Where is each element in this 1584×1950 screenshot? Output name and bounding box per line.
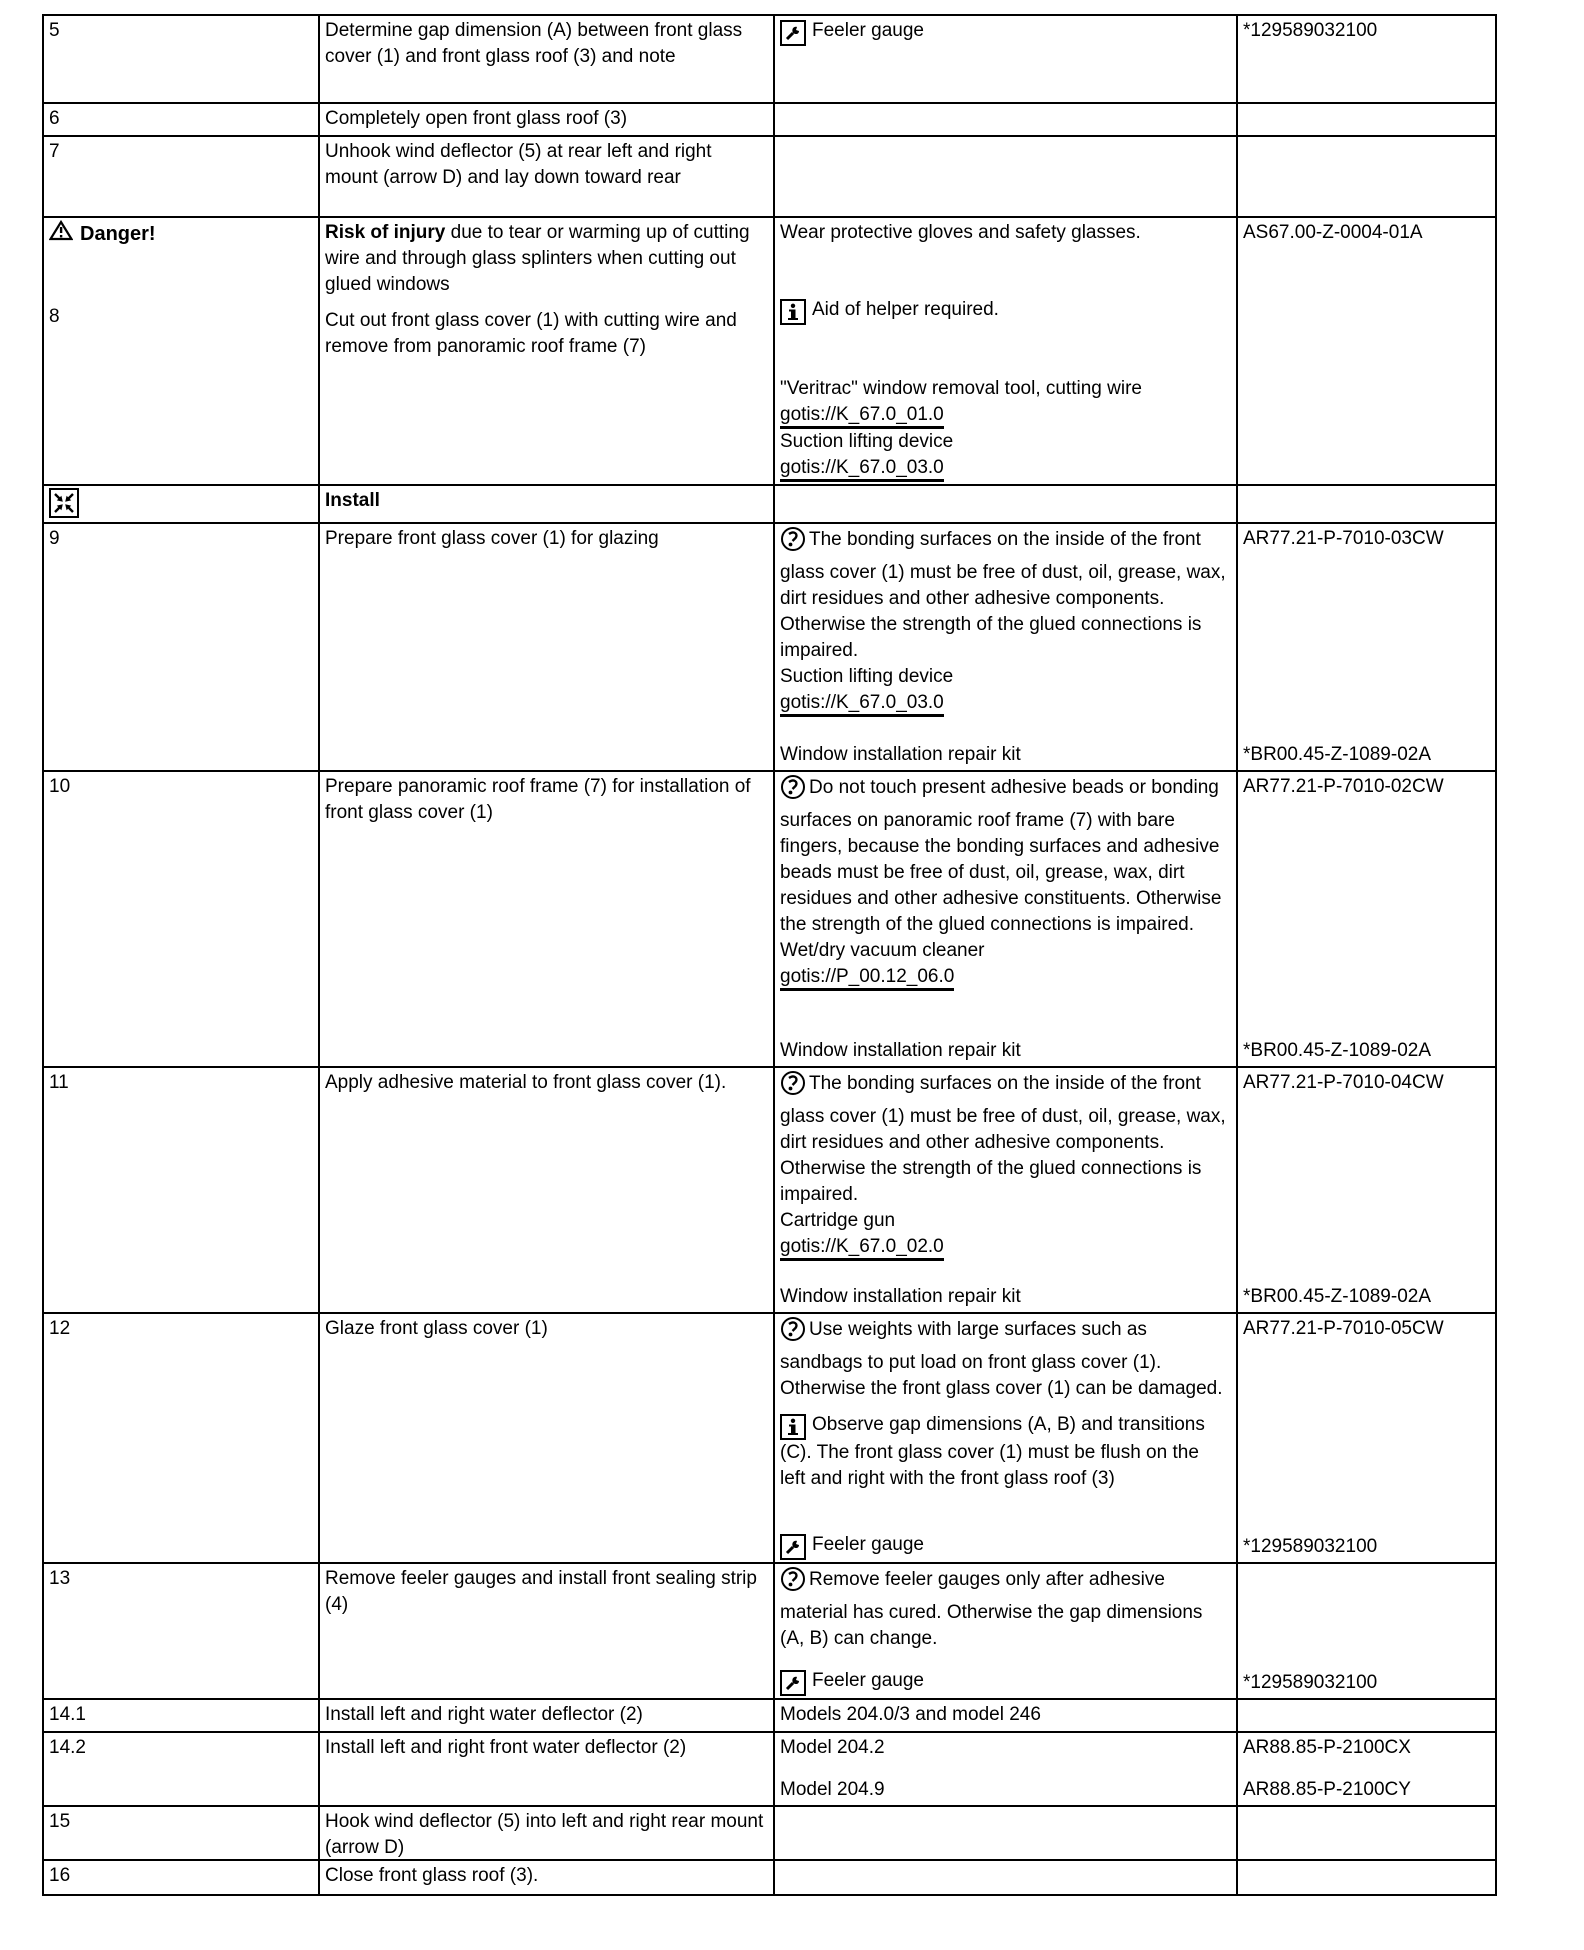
step-cell [44,1068,320,1312]
instruction-text: Completely open front glass roof (3) [325,108,628,129]
table-row-step-15 [44,1807,1495,1861]
instruction-text: Unhook wind deflector (5) at rear left and right mount (arrow D) and lay down toward rear [325,141,712,188]
step-number: 9 [49,528,60,549]
code-cell [1238,772,1495,1066]
code-cell [1238,218,1495,484]
gotis-link[interactable]: gotis://K_67.0_02.0 [780,1235,944,1261]
instruction-cell [320,772,775,1066]
tool-text: "Veritrac" window removal tool, cutting wire [780,378,1142,399]
instruction-cell [320,137,775,216]
document-code: AR77.21-P-7010-03CW [1243,528,1444,549]
tool-text: Cartridge gun [780,1210,896,1231]
instruction-cell [320,1564,775,1698]
note-cell [775,486,1238,522]
instruction-text: Install left and right water deflector (2) [325,1704,643,1725]
step-cell [44,137,320,216]
attention-icon [780,1070,806,1104]
step-number: 13 [49,1568,71,1589]
table-row-danger-step-8 [44,218,1495,486]
attention-note [780,1316,1228,1402]
step-number: 15 [49,1811,71,1832]
risk-warning-body: due to tear or warming up of cutting wire and through glass splinters when cutting out glued windows [325,222,750,295]
code-cell [1238,1700,1495,1731]
instruction-cell [320,1733,775,1805]
instruction-text: Apply adhesive material to front glass cover (1). [325,1072,727,1093]
instruction-cell [320,218,775,484]
step-number: 14.2 [49,1737,86,1758]
attention-text: The bonding surfaces on the inside of the front glass cover (1) must be free of dust, oil, grease, wax, dirt residues and other adhesive components. Otherwise the strength of the glued connections is impaired. [780,529,1226,661]
tool-line [780,1668,1228,1696]
attention-text: Use weights with large surfaces such as sandbags to put load on front glass cover (1). Otherwise the front glass cover (1) can be damaged. [780,1319,1223,1399]
repair-kit-line: Window installation repair kit [780,744,1021,765]
attention-note [780,1566,1228,1652]
code-cell [1238,1807,1495,1859]
info-text: Aid of helper required. [812,299,999,320]
safety-note: Wear protective gloves and safety glasses. [780,222,1141,243]
install-icon [49,488,79,518]
instruction-text: Determine gap dimension (A) between front glass cover (1) and front glass roof (3) and note [325,20,743,67]
document-code: AR77.21-P-7010-02CW [1243,776,1444,797]
instruction-cell [320,104,775,135]
tool-label: Feeler gauge [812,1670,924,1691]
document-code: AR88.85-P-2100CX [1243,1737,1411,1758]
part-number: *BR00.45-Z-1089-02A [1243,1286,1431,1307]
tool-line [780,18,1228,46]
gotis-link[interactable]: gotis://K_67.0_03.0 [780,691,944,717]
tool-links-group [780,376,1228,482]
gotis-link[interactable]: gotis://P_00.12_06.0 [780,965,954,991]
step-cell [44,772,320,1066]
table-row-step-5 [44,16,1495,104]
table-row-step-6 [44,104,1495,137]
step-number: 8 [49,306,60,327]
part-number: *129589032100 [1243,1536,1378,1557]
info-text: Observe gap dimensions (A, B) and transitions (C). The front glass cover (1) must be flush on the left and right with the front glass roof (3) [780,1414,1205,1489]
step-cell [44,16,320,102]
attention-note [780,774,1228,938]
instruction-cell [320,1807,775,1859]
info-line [780,1412,1228,1492]
repair-kit-line: Window installation repair kit [780,1286,1021,1307]
part-number: *129589032100 [1243,1672,1378,1693]
step-number: 6 [49,108,60,129]
code-cell [1238,16,1495,102]
table-row-install-heading [44,486,1495,524]
code-cell [1238,1733,1495,1805]
step-cell [44,1564,320,1698]
instruction-text: Cut out front glass cover (1) with cutting wire and remove from panoramic roof frame (7) [325,310,737,357]
attention-text: The bonding surfaces on the inside of the front glass cover (1) must be free of dust, oil, grease, wax, dirt residues and other adhesive components. Otherwise the strength of the glued connections is impaired. [780,1073,1226,1205]
risk-warning-title: Risk of injury [325,222,446,243]
step-number: 5 [49,20,60,41]
part-number: *BR00.45-Z-1089-02A [1243,1040,1431,1061]
code-cell [1238,104,1495,135]
attention-icon [780,1316,806,1350]
document-code: AR77.21-P-7010-05CW [1243,1318,1444,1339]
note-cell [775,524,1238,770]
instruction-cell [320,486,775,522]
danger-label-line [49,220,310,248]
instruction-cell [320,1314,775,1562]
step-cell [44,1861,320,1894]
gotis-link[interactable]: gotis://K_67.0_01.0 [780,403,944,429]
attention-icon [780,526,806,560]
attention-icon [780,774,806,808]
repair-kit-line: Window installation repair kit [780,1040,1021,1061]
part-number: *129589032100 [1243,20,1378,41]
step-cell [44,218,320,484]
instruction-text: Prepare panoramic roof frame (7) for installation of front glass cover (1) [325,776,751,823]
model-note: Model 204.2 [780,1737,885,1758]
instruction-text: Install left and right front water deflector (2) [325,1737,687,1758]
step-cell [44,524,320,770]
step-number: 12 [49,1318,71,1339]
tool-line [780,1532,1228,1560]
tool-text: Suction lifting device [780,666,954,687]
model-note: Model 204.9 [780,1779,885,1800]
info-icon [780,1414,806,1440]
instruction-cell [320,1700,775,1731]
special-tool-icon [780,20,806,46]
instruction-cell [320,524,775,770]
instruction-text: Close front glass roof (3). [325,1865,539,1886]
code-cell [1238,486,1495,522]
note-cell [775,1564,1238,1698]
danger-icon [49,220,73,248]
instruction-cell [320,1068,775,1312]
code-cell [1238,1564,1495,1698]
code-cell [1238,1861,1495,1894]
gotis-link[interactable]: gotis://K_67.0_03.0 [780,456,944,482]
note-group [780,1316,1228,1492]
table-row-step-13 [44,1564,1495,1700]
table-row-step-16 [44,1861,1495,1894]
instruction-cell [320,1861,775,1894]
note-cell [775,1733,1238,1805]
note-cell [775,1861,1238,1894]
code-cell [1238,1068,1495,1312]
attention-text: Remove feeler gauges only after adhesive material has cured. Otherwise the gap dimensions (A, B) can change. [780,1569,1203,1649]
attention-note [780,1070,1228,1208]
table-row-step-12 [44,1314,1495,1564]
info-icon [780,299,806,325]
instruction-text: Prepare front glass cover (1) for glazing [325,528,659,549]
tool-text: Suction lifting device [780,431,954,452]
tool-text: Wet/dry vacuum cleaner [780,940,985,961]
attention-text: Do not touch present adhesive beads or bonding surfaces on panoramic roof frame (7) with bare fingers, because the bonding surfaces and adhesive beads must be free of dust, oil, grease, wax, dirt residues and other adhesive constituents. Otherwise the strength of the glued connections is impaired. [780,777,1222,935]
table-row-step-14-2 [44,1733,1495,1807]
table-row-step-7 [44,137,1495,218]
step-cell [44,1733,320,1805]
step-cell [44,104,320,135]
note-cell [775,1314,1238,1562]
note-group [780,526,1228,717]
step-cell [44,1700,320,1731]
note-cell [775,218,1238,484]
attention-icon [780,1566,806,1600]
code-cell [1238,524,1495,770]
instruction-text: Hook wind deflector (5) into left and right rear mount (arrow D) [325,1811,764,1858]
attention-note [780,526,1228,664]
step-cell [44,1314,320,1562]
special-tool-icon [780,1534,806,1560]
info-line [780,297,1228,325]
part-number: *BR00.45-Z-1089-02A [1243,744,1431,765]
note-group [780,774,1228,991]
note-cell [775,1700,1238,1731]
instruction-cell [320,16,775,102]
step-number: 10 [49,776,71,797]
table-row-step-14-1 [44,1700,1495,1733]
danger-label: Danger! [80,223,156,245]
note-cell [775,1068,1238,1312]
note-cell [775,137,1238,216]
document-code: AR77.21-P-7010-04CW [1243,1072,1444,1093]
note-cell [775,772,1238,1066]
table-row-step-9 [44,524,1495,772]
table-row-step-10 [44,772,1495,1068]
step-number: 14.1 [49,1704,86,1725]
note-cell [775,1807,1238,1859]
document-code: AR88.85-P-2100CY [1243,1779,1411,1800]
step-number: 7 [49,141,60,162]
document-code: AS67.00-Z-0004-01A [1243,222,1423,243]
note-cell [775,16,1238,102]
code-cell [1238,1314,1495,1562]
section-heading: Install [325,490,380,511]
tool-label: Feeler gauge [812,1534,924,1555]
instruction-text: Remove feeler gauges and install front sealing strip (4) [325,1568,757,1615]
step-cell [44,1807,320,1859]
instruction-text: Glaze front glass cover (1) [325,1318,548,1339]
tool-label: Feeler gauge [812,20,924,41]
code-cell [1238,137,1495,216]
model-note: Models 204.0/3 and model 246 [780,1704,1041,1725]
note-cell [775,104,1238,135]
risk-warning-text [325,220,765,298]
table-row-step-11 [44,1068,1495,1314]
note-group [780,1070,1228,1261]
procedure-table [42,14,1497,1896]
special-tool-icon [780,1670,806,1696]
step-number: 11 [49,1072,69,1093]
step-number: 16 [49,1865,71,1886]
step-cell [44,486,320,522]
